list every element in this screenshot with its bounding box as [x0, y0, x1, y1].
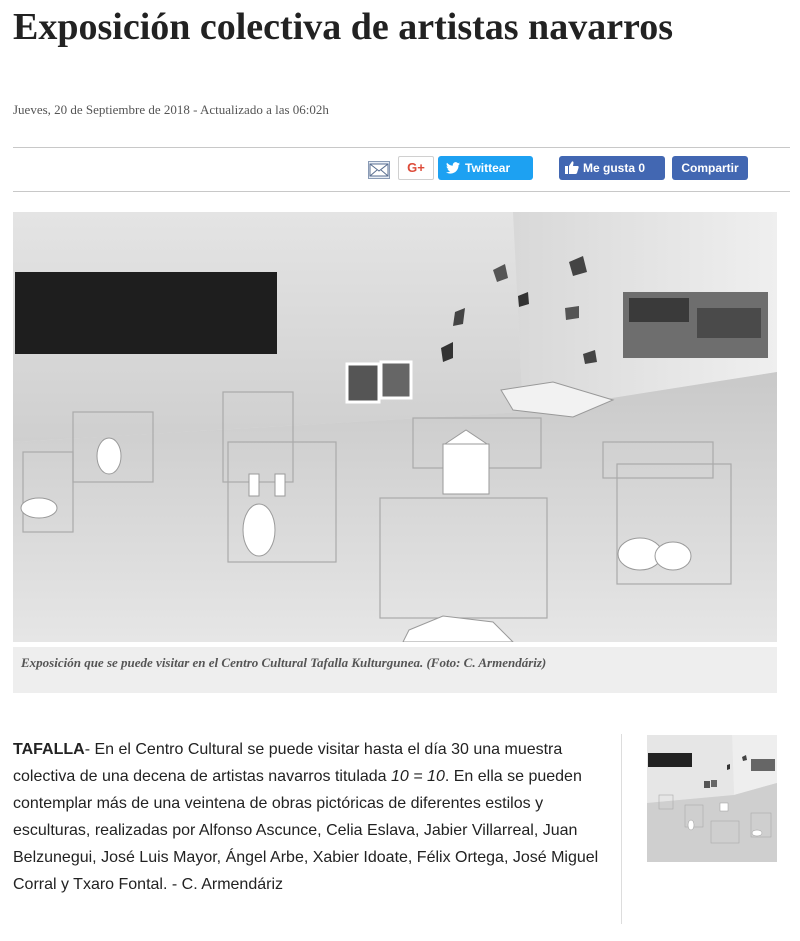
facebook-share-button[interactable]: Compartir	[672, 156, 748, 180]
facebook-like-label: Me gusta 0	[583, 161, 646, 175]
twitter-share-button[interactable]	[438, 156, 533, 180]
article-lead: TAFALLA	[13, 741, 85, 758]
article-headline: Exposición colectiva de artistas navarros	[13, 6, 674, 48]
article-body	[13, 736, 603, 898]
black-painting	[15, 272, 277, 354]
article-text-1: - En el Centro Cultural se puede visitar hasta el día 30 una muestra colectiva de una decena de artistas navarros titulada	[13, 741, 563, 785]
email-share-button[interactable]	[368, 161, 390, 179]
twitter-share-label: Twittear	[465, 161, 511, 175]
gplus-share-button[interactable]: G+	[398, 156, 434, 180]
photo-caption: Exposición que se puede visitar en el Centro Cultural Tafalla Kulturgunea. (Foto: C. Armendáriz)	[13, 647, 777, 693]
facebook-like-button[interactable]	[559, 156, 665, 180]
twitter-bird-icon	[446, 162, 460, 174]
sidebar-divider	[621, 734, 622, 924]
article-dateline: Jueves, 20 de Septiembre de 2018 - Actualizado a las 06:02h	[13, 102, 329, 117]
exhibition-photo	[13, 212, 777, 642]
article-text-2: . En ella se pueden contemplar más de una veintena de obras pictóricas de diferentes estilos y esculturas, realizadas por Alfonso Ascunce, Celia Eslava, Jabier Villarreal, Juan Belzunegui, José Luis Mayor, Ángel Arbe, Xabier Idoate, Félix Ortega, José Miguel Corral y Txaro Fontal. - C. Armendáriz	[13, 768, 599, 893]
envelope-icon	[369, 162, 389, 178]
related-photo-thumbnail[interactable]	[647, 735, 777, 862]
exhibition-title: 10 = 10	[391, 768, 445, 785]
thumbs-up-icon	[565, 161, 579, 174]
share-bar	[13, 147, 790, 192]
